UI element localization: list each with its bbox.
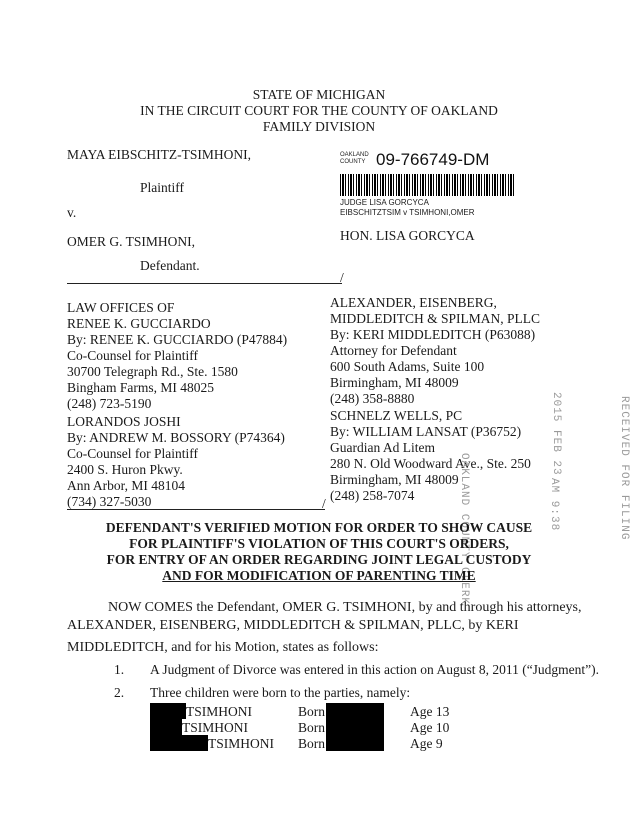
honorable-judge: HON. LISA GORCYCA [340, 228, 475, 243]
attorney-slash: / [322, 496, 326, 511]
stamp-received: RECEIVED FOR FILING [618, 396, 630, 541]
defendant-name: OMER G. TSIMHONI, [67, 234, 196, 249]
plaintiff-role: Plaintiff [140, 180, 185, 195]
defendant-role: Defendant. [140, 258, 200, 273]
case-county-label: OAKLAND COUNTY [340, 152, 369, 165]
item-2-text: Three children were born to the parties, namely: [150, 685, 411, 700]
redaction [326, 703, 384, 719]
child-1-born: Born [298, 704, 325, 719]
court-state: STATE OF MICHIGAN [252, 87, 386, 102]
item-1-text: A Judgment of Divorce was entered in this action on August 8, 2011 (“Judgment”). [150, 662, 600, 677]
stamp-clerk: OAKLAND COUNTY CLERK [458, 453, 470, 606]
stamp-time: AM 9:38 [548, 478, 560, 532]
court-name: IN THE CIRCUIT COURT FOR THE COUNTY OF OAKLAND [140, 103, 498, 118]
child-3-age: Age 9 [410, 736, 443, 751]
motion-title-line-3: FOR ENTRY OF AN ORDER REGARDING JOINT LEGAL CUSTODY [106, 552, 532, 567]
guardian-ad-litem: SCHNELZ WELLS, PC By: WILLIAM LANSAT (P36752) Guardian Ad Litem 280 N. Old Woodward Ave., Ste. 250 Birmingham, MI 48009 (248) 258-7074 [330, 408, 531, 503]
court-division: FAMILY DIVISION [262, 119, 376, 134]
item-2-number: 2. [114, 685, 125, 700]
stamp-date: 2015 FEB 23 [550, 392, 562, 476]
case-judge-line: JUDGE LISA GORCYCA [340, 198, 429, 207]
child-1-name: TSIMHONI [186, 704, 252, 719]
redaction [326, 735, 384, 751]
redaction [150, 735, 208, 751]
plaintiff-counsel-1: LAW OFFICES OF RENEE K. GUCCIARDO By: RENEE K. GUCCIARDO (P47884) Co-Counsel for Plaintiff 30700 Telegraph Rd., Ste. 1580 Bingham Farms, MI 48025 (248) 723-5190 [67, 300, 288, 411]
child-2-name: TSIMHONI [182, 720, 248, 735]
plaintiff-name: MAYA EIBSCHITZ-TSIMHONI, [67, 147, 252, 162]
child-2-born: Born [298, 720, 325, 735]
caption-slash: / [340, 270, 344, 285]
child-2-age: Age 10 [410, 720, 450, 735]
motion-title-line-2: FOR PLAINTIFF'S VIOLATION OF THIS COURT'S ORDERS, [129, 536, 509, 551]
intro-line-2: ALEXANDER, EISENBERG, MIDDLEDITCH & SPILMAN, PLLC, by KERI [67, 618, 519, 633]
plaintiff-counsel-2: LORANDOS JOSHI By: ANDREW M. BOSSORY (P74364) Co-Counsel for Plaintiff 2400 S. Huron Pkwy. Ann Arbor, MI 48104 (734) 327-5030 [67, 414, 285, 509]
case-number: 09-766749-DM [376, 150, 490, 169]
intro-line-3: MIDDLEDITCH, and for his Motion, states as follows: [67, 640, 379, 655]
child-3-name: TSIMHONI [208, 736, 274, 751]
motion-title-line-1: DEFENDANT'S VERIFIED MOTION FOR ORDER TO SHOW CAUSE [105, 520, 533, 535]
motion-title-line-4: AND FOR MODIFICATION OF PARENTING TIME [162, 568, 476, 583]
item-1-number: 1. [114, 662, 125, 677]
child-1-age: Age 13 [410, 704, 450, 719]
case-parties-line: EIBSCHITZTSIM v TSIMHONI,OMER [340, 208, 475, 217]
intro-line-1: NOW COMES the Defendant, OMER G. TSIMHONI, by and through his attorneys, [108, 600, 582, 615]
caption-rule [67, 283, 342, 284]
versus: v. [67, 205, 77, 220]
redaction [150, 703, 186, 719]
defendant-counsel: ALEXANDER, EISENBERG, MIDDLEDITCH & SPILMAN, PLLC By: KERI MIDDLEDITCH (P63088) Attorney for Defendant 600 South Adams, Suite 100 Birmingham, MI 48009 (248) 358-8880 [330, 295, 541, 406]
redaction [326, 719, 384, 735]
case-barcode [340, 174, 514, 196]
redaction [150, 719, 182, 735]
attorney-rule [67, 509, 325, 510]
child-3-born: Born [298, 736, 325, 751]
